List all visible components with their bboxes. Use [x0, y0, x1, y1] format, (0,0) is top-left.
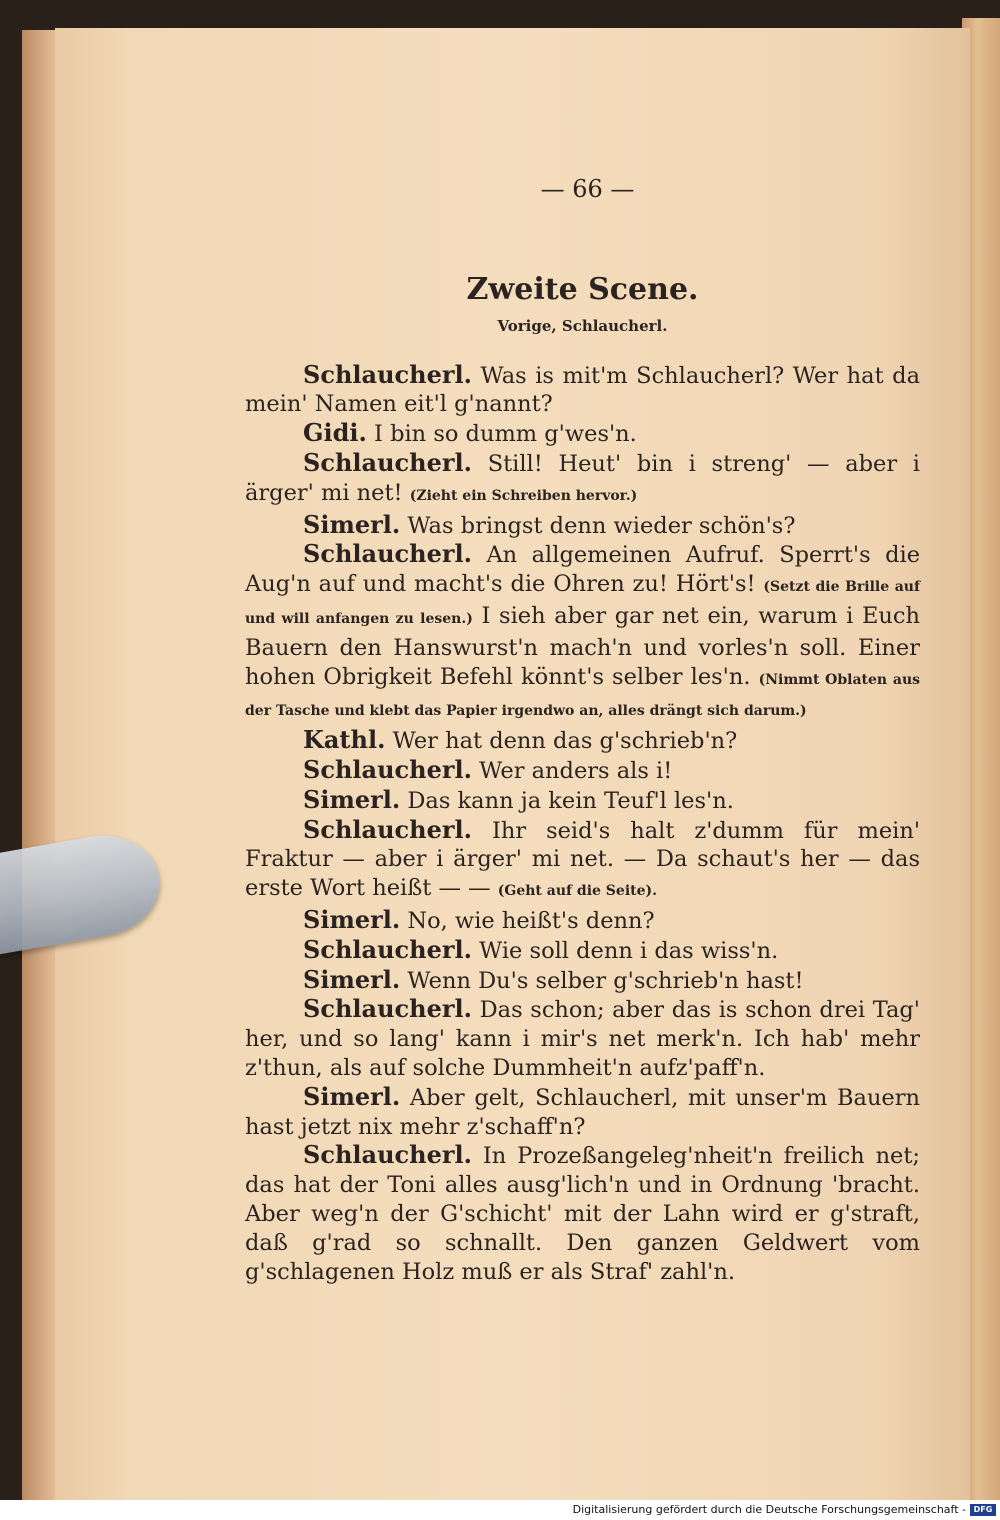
dialogue-line: [245, 966, 920, 996]
scene-heading: Zweite Scene.: [466, 271, 699, 307]
dfg-logo: DFG: [970, 1504, 996, 1516]
line-text: Ihr seid's halt z'dumm für mein' Fraktur — aber i ärger' mi net. — Da schaut's her — das erste Wort heißt — —: [245, 817, 921, 902]
dialogue-line: [245, 419, 920, 449]
speaker-name: Schlaucherl.: [303, 814, 472, 844]
line-text: Wenn Du's selber g'schrieb'n hast!: [407, 967, 804, 994]
line-text: Wer anders als i!: [479, 757, 673, 784]
line-text: An allgemeinen Aufruf. Sperrt's die Aug'n auf und macht's die Ohren zu! Hört's!: [245, 542, 921, 598]
line-text: I bin so dumm g'wes'n.: [374, 421, 637, 448]
line-text: Das schon; aber das is schon drei Tag' her, und so lang' kann i mir's net merk'n. Ich hab' mehr z'thun, als auf solche Dummheit'n aufz'paff'n.: [245, 997, 920, 1081]
speaker-name: Schlaucherl.: [303, 359, 472, 389]
line-text: Was is mit'm Schlaucherl? Wer hat da mein' Namen eit'l g'nannt?: [245, 362, 920, 418]
line-text: I sieh aber gar net ein, warum i Euch Bauern den Hanswurst'n mach'n und vorles'n soll. Einer hohen Obrigkeit Befehl könnt's selber les'n.: [245, 602, 921, 690]
line-text: Aber gelt, Schlaucherl, mit unser'm Bauern hast jetzt nix mehr z'schaff'n?: [245, 1084, 920, 1140]
speaker-name: Schlaucherl.: [303, 934, 472, 964]
stage-direction: (Geht auf die Seite).: [497, 883, 658, 900]
speaker-name: Schlaucherl.: [303, 994, 472, 1024]
speaker-name: Simerl.: [303, 964, 401, 994]
dialogue-line: [245, 449, 920, 511]
dialogue-line: [245, 936, 920, 966]
speaker-name: Schlaucherl.: [303, 447, 472, 477]
dialogue-line: [245, 1083, 920, 1142]
dialogue-line: [245, 540, 920, 726]
speaker-name: Schlaucherl.: [303, 754, 472, 784]
line-text: No, wie heißt's denn?: [407, 907, 655, 934]
page-number: — 66 —: [540, 175, 635, 203]
stage-direction: (Zieht ein Schreiben hervor.): [409, 487, 638, 504]
dialogue-line: [245, 995, 920, 1082]
dialogue-line: [245, 756, 920, 786]
speaker-name: Kathl.: [303, 725, 386, 755]
speaker-name: Simerl.: [303, 1081, 401, 1111]
stage-direction: (Nimmt Oblaten aus der Tasche und klebt das Papier irgendwo an, alles drängt sich darum.): [245, 671, 921, 720]
dialogue-line: [245, 511, 920, 541]
speaker-name: Schlaucherl.: [303, 1140, 472, 1170]
dialogue-line: [245, 786, 920, 816]
speaker-name: Simerl.: [303, 904, 401, 934]
line-text: Was bringst denn wieder schön's?: [407, 512, 796, 539]
dialogue-line: [245, 726, 920, 756]
speaker-name: Gidi.: [303, 418, 367, 448]
footer-credit: Digitalisierung gefördert durch die Deutsche Forschungsgemeinschaft -: [572, 1503, 966, 1516]
speaker-name: Schlaucherl.: [303, 539, 472, 569]
dialogue-line: [245, 361, 920, 420]
line-text: In Prozeßangeleg'nheit'n freilich net; das hat der Toni alles ausg'lich'n und in Ordnung 'bracht. Aber weg'n der G'schicht' mit der Lahn wird er g'straft, daß g'rad so schnallt. Den ganzen Geldwert vom g'schlagenen Holz muß er als Straf' zahl'n.: [245, 1143, 920, 1285]
line-text: Wer hat denn das g'schrieb'n?: [392, 728, 738, 755]
cast-list: Vorige, Schlaucherl.: [497, 316, 668, 335]
dialogue-line: [245, 1141, 920, 1286]
dialogue-line: [245, 816, 920, 906]
digitization-footer: [0, 1500, 1000, 1520]
speaker-name: Simerl.: [303, 509, 401, 539]
line-text: Wie soll denn i das wiss'n.: [479, 937, 779, 964]
dialogue-line: [245, 906, 920, 936]
page-text: [245, 175, 920, 1286]
line-text: Still! Heut' bin i streng' — aber i ärger' mi net!: [245, 450, 920, 506]
line-text: Das kann ja kein Teuf'l les'n.: [407, 787, 734, 814]
speaker-name: Simerl.: [303, 784, 401, 814]
stage-direction: (Setzt die Brille auf und will anfangen zu lesen.): [245, 579, 920, 627]
